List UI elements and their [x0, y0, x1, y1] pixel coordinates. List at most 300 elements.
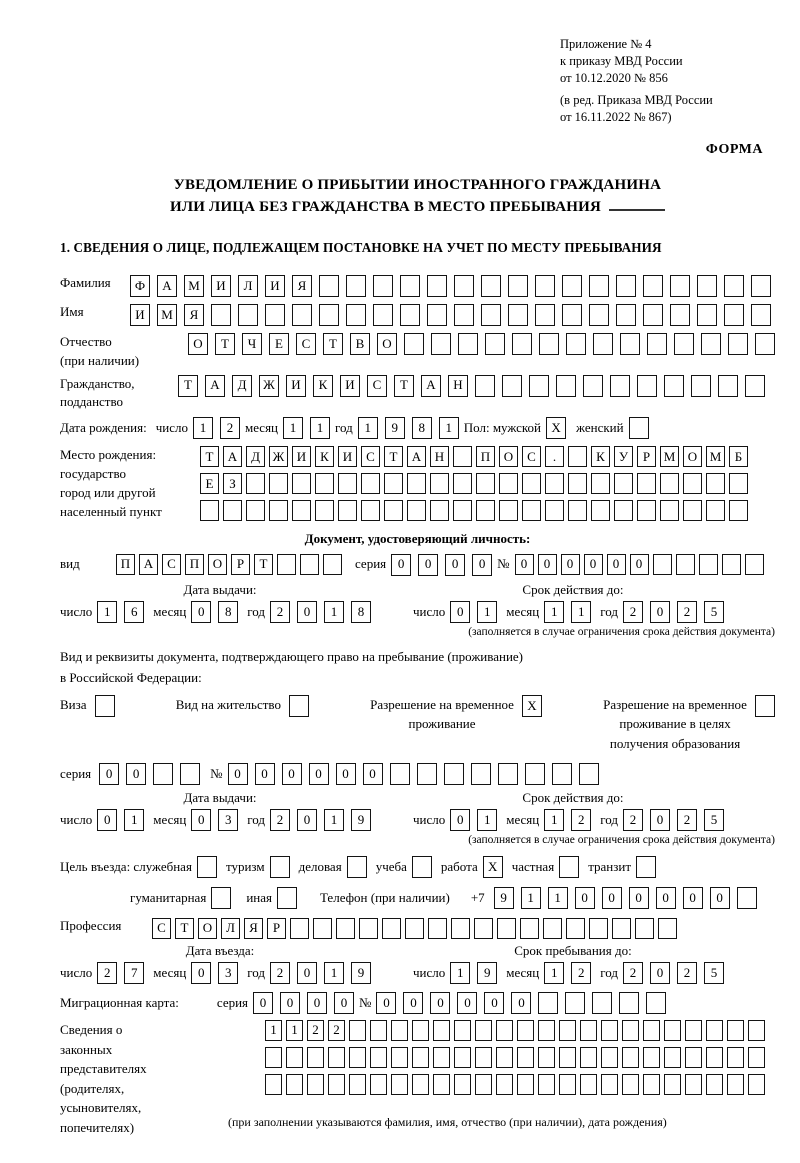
char-box[interactable] [525, 763, 545, 785]
char-box[interactable]: Ж [269, 446, 288, 467]
char-box[interactable]: 0 [575, 887, 595, 909]
char-box[interactable] [517, 1020, 534, 1041]
purpose-official-checkbox[interactable] [197, 856, 217, 878]
char-box[interactable]: И [340, 375, 360, 397]
char-box[interactable]: Т [215, 333, 235, 355]
char-box[interactable]: М [184, 275, 204, 297]
char-box[interactable]: 0 [297, 962, 317, 984]
char-box[interactable]: Д [246, 446, 265, 467]
char-box[interactable]: 2 [270, 809, 290, 831]
residence-permit-checkbox[interactable] [289, 695, 309, 717]
char-box[interactable]: 1 [477, 809, 497, 831]
char-box[interactable] [475, 1020, 492, 1041]
char-box[interactable] [246, 473, 265, 494]
char-box[interactable] [315, 473, 334, 494]
char-box[interactable]: Ж [259, 375, 279, 397]
char-box[interactable]: Л [221, 918, 240, 939]
char-box[interactable] [658, 918, 677, 939]
char-box[interactable]: 0 [253, 992, 273, 1014]
char-box[interactable] [568, 473, 587, 494]
char-box[interactable]: 2 [270, 962, 290, 984]
char-box[interactable] [535, 304, 555, 326]
char-box[interactable]: И [211, 275, 231, 297]
char-box[interactable] [601, 1047, 618, 1068]
char-box[interactable]: К [591, 446, 610, 467]
char-box[interactable]: 2 [571, 809, 591, 831]
char-box[interactable]: 0 [255, 763, 275, 785]
char-box[interactable] [529, 375, 549, 397]
char-box[interactable] [338, 473, 357, 494]
char-box[interactable]: 1 [97, 601, 117, 623]
char-box[interactable]: 2 [571, 962, 591, 984]
char-box[interactable]: 9 [385, 417, 405, 439]
char-box[interactable]: 1 [450, 962, 470, 984]
char-box[interactable] [728, 333, 748, 355]
char-box[interactable]: 0 [418, 554, 438, 576]
char-box[interactable]: 2 [270, 601, 290, 623]
char-box[interactable] [562, 304, 582, 326]
char-box[interactable]: Т [323, 333, 343, 355]
char-box[interactable] [543, 918, 562, 939]
char-box[interactable] [622, 1074, 639, 1095]
char-box[interactable]: Н [448, 375, 468, 397]
char-box[interactable]: 0 [297, 809, 317, 831]
char-box[interactable] [520, 918, 539, 939]
char-box[interactable] [265, 1047, 282, 1068]
char-box[interactable]: 9 [351, 809, 371, 831]
char-box[interactable] [592, 992, 612, 1014]
char-box[interactable]: К [313, 375, 333, 397]
char-box[interactable]: С [162, 554, 181, 575]
purpose-business-checkbox[interactable] [347, 856, 367, 878]
char-box[interactable] [699, 554, 718, 575]
char-box[interactable] [361, 473, 380, 494]
char-box[interactable]: А [157, 275, 177, 297]
char-box[interactable] [373, 275, 393, 297]
char-box[interactable]: А [139, 554, 158, 575]
char-box[interactable] [453, 500, 472, 521]
char-box[interactable]: Т [175, 918, 194, 939]
visa-checkbox[interactable] [95, 695, 115, 717]
char-box[interactable] [390, 763, 410, 785]
char-box[interactable] [400, 304, 420, 326]
char-box[interactable] [565, 992, 585, 1014]
char-box[interactable] [751, 304, 771, 326]
char-box[interactable] [359, 918, 378, 939]
char-box[interactable] [559, 1074, 576, 1095]
char-box[interactable]: 0 [191, 809, 211, 831]
char-box[interactable] [670, 275, 690, 297]
char-box[interactable] [384, 473, 403, 494]
char-box[interactable] [559, 1047, 576, 1068]
char-box[interactable]: О [208, 554, 227, 575]
char-box[interactable]: 0 [538, 554, 557, 575]
char-box[interactable] [471, 763, 491, 785]
char-box[interactable]: 0 [630, 554, 649, 575]
char-box[interactable]: 0 [336, 763, 356, 785]
char-box[interactable] [412, 1074, 429, 1095]
char-box[interactable]: 0 [683, 887, 703, 909]
purpose-humanitarian-checkbox[interactable] [211, 887, 231, 909]
char-box[interactable] [412, 1020, 429, 1041]
char-box[interactable] [412, 1047, 429, 1068]
purpose-transit-checkbox[interactable] [636, 856, 656, 878]
char-box[interactable] [328, 1047, 345, 1068]
char-box[interactable]: 0 [450, 601, 470, 623]
char-box[interactable]: 8 [412, 417, 432, 439]
char-box[interactable] [552, 763, 572, 785]
char-box[interactable]: 0 [584, 554, 603, 575]
char-box[interactable] [622, 1047, 639, 1068]
char-box[interactable] [349, 1074, 366, 1095]
char-box[interactable]: 1 [544, 601, 564, 623]
char-box[interactable]: 2 [677, 601, 697, 623]
char-box[interactable] [407, 473, 426, 494]
char-box[interactable] [323, 554, 342, 575]
char-box[interactable]: 0 [710, 887, 730, 909]
char-box[interactable] [265, 304, 285, 326]
char-box[interactable] [729, 473, 748, 494]
char-box[interactable] [474, 918, 493, 939]
char-box[interactable] [545, 500, 564, 521]
char-box[interactable] [755, 333, 775, 355]
char-box[interactable]: С [296, 333, 316, 355]
char-box[interactable] [453, 446, 472, 467]
char-box[interactable] [269, 473, 288, 494]
char-box[interactable] [697, 275, 717, 297]
char-box[interactable] [522, 473, 541, 494]
char-box[interactable]: 0 [309, 763, 329, 785]
char-box[interactable] [349, 1020, 366, 1041]
char-box[interactable]: Ч [242, 333, 262, 355]
char-box[interactable] [211, 304, 231, 326]
char-box[interactable] [458, 333, 478, 355]
char-box[interactable] [653, 554, 672, 575]
char-box[interactable] [246, 500, 265, 521]
char-box[interactable] [589, 304, 609, 326]
char-box[interactable]: Е [200, 473, 219, 494]
char-box[interactable]: М [157, 304, 177, 326]
char-box[interactable]: 0 [602, 887, 622, 909]
char-box[interactable] [475, 1047, 492, 1068]
char-box[interactable] [706, 500, 725, 521]
char-box[interactable]: Т [178, 375, 198, 397]
char-box[interactable] [612, 918, 631, 939]
char-box[interactable] [391, 1020, 408, 1041]
char-box[interactable] [286, 1074, 303, 1095]
char-box[interactable] [476, 500, 495, 521]
char-box[interactable]: К [315, 446, 334, 467]
char-box[interactable] [370, 1047, 387, 1068]
char-box[interactable]: Я [292, 275, 312, 297]
char-box[interactable]: 5 [704, 962, 724, 984]
char-box[interactable] [496, 1074, 513, 1095]
char-box[interactable] [664, 1074, 681, 1095]
char-box[interactable] [685, 1074, 702, 1095]
char-box[interactable]: И [338, 446, 357, 467]
char-box[interactable] [538, 1074, 555, 1095]
char-box[interactable]: 1 [324, 601, 344, 623]
char-box[interactable]: 1 [286, 1020, 303, 1041]
char-box[interactable]: С [361, 446, 380, 467]
char-box[interactable]: И [292, 446, 311, 467]
char-box[interactable] [315, 500, 334, 521]
char-box[interactable] [729, 500, 748, 521]
char-box[interactable] [427, 275, 447, 297]
char-box[interactable]: Д [232, 375, 252, 397]
char-box[interactable] [180, 763, 200, 785]
char-box[interactable] [391, 1074, 408, 1095]
char-box[interactable]: О [377, 333, 397, 355]
char-box[interactable]: М [660, 446, 679, 467]
char-box[interactable] [481, 275, 501, 297]
char-box[interactable] [556, 375, 576, 397]
char-box[interactable] [508, 304, 528, 326]
char-box[interactable] [727, 1047, 744, 1068]
char-box[interactable]: Т [200, 446, 219, 467]
char-box[interactable]: 2 [677, 809, 697, 831]
char-box[interactable] [496, 1047, 513, 1068]
char-box[interactable] [614, 500, 633, 521]
char-box[interactable] [497, 918, 516, 939]
char-box[interactable] [660, 500, 679, 521]
char-box[interactable]: Р [637, 446, 656, 467]
char-box[interactable]: А [223, 446, 242, 467]
char-box[interactable] [646, 992, 666, 1014]
char-box[interactable] [701, 333, 721, 355]
char-box[interactable]: 0 [228, 763, 248, 785]
char-box[interactable] [745, 375, 765, 397]
char-box[interactable] [454, 1020, 471, 1041]
char-box[interactable] [417, 763, 437, 785]
char-box[interactable] [373, 304, 393, 326]
char-box[interactable]: 6 [124, 601, 144, 623]
char-box[interactable] [620, 333, 640, 355]
char-box[interactable] [346, 275, 366, 297]
char-box[interactable]: 1 [310, 417, 330, 439]
char-box[interactable]: 0 [650, 962, 670, 984]
char-box[interactable] [635, 918, 654, 939]
char-box[interactable]: С [522, 446, 541, 467]
char-box[interactable] [338, 500, 357, 521]
char-box[interactable] [485, 333, 505, 355]
char-box[interactable] [664, 1020, 681, 1041]
char-box[interactable] [619, 992, 639, 1014]
char-box[interactable] [643, 1074, 660, 1095]
char-box[interactable]: А [205, 375, 225, 397]
char-box[interactable] [643, 275, 663, 297]
char-box[interactable]: 0 [561, 554, 580, 575]
char-box[interactable]: 0 [363, 763, 383, 785]
char-box[interactable] [499, 500, 518, 521]
temp-residence-checkbox[interactable]: X [522, 695, 542, 717]
char-box[interactable]: 0 [656, 887, 676, 909]
char-box[interactable]: П [116, 554, 135, 575]
char-box[interactable] [370, 1020, 387, 1041]
char-box[interactable]: 1 [571, 601, 591, 623]
char-box[interactable]: 3 [218, 962, 238, 984]
char-box[interactable] [454, 1047, 471, 1068]
char-box[interactable] [643, 1020, 660, 1041]
char-box[interactable] [622, 1020, 639, 1041]
char-box[interactable]: Я [184, 304, 204, 326]
purpose-private-checkbox[interactable] [559, 856, 579, 878]
char-box[interactable]: 8 [351, 601, 371, 623]
char-box[interactable]: П [185, 554, 204, 575]
char-box[interactable] [593, 333, 613, 355]
char-box[interactable]: 2 [623, 809, 643, 831]
char-box[interactable]: З [223, 473, 242, 494]
char-box[interactable] [589, 918, 608, 939]
char-box[interactable] [643, 304, 663, 326]
char-box[interactable] [481, 304, 501, 326]
char-box[interactable] [517, 1074, 534, 1095]
char-box[interactable]: Р [231, 554, 250, 575]
char-box[interactable]: П [476, 446, 495, 467]
char-box[interactable] [433, 1074, 450, 1095]
char-box[interactable]: 0 [280, 992, 300, 1014]
char-box[interactable] [292, 473, 311, 494]
char-box[interactable] [538, 1047, 555, 1068]
char-box[interactable]: Б [729, 446, 748, 467]
char-box[interactable]: 1 [265, 1020, 282, 1041]
char-box[interactable] [737, 887, 757, 909]
char-box[interactable] [453, 473, 472, 494]
char-box[interactable]: Е [269, 333, 289, 355]
char-box[interactable] [674, 333, 694, 355]
char-box[interactable]: 1 [324, 809, 344, 831]
char-box[interactable]: 1 [439, 417, 459, 439]
char-box[interactable] [751, 275, 771, 297]
char-box[interactable] [476, 473, 495, 494]
char-box[interactable] [405, 918, 424, 939]
char-box[interactable] [683, 473, 702, 494]
char-box[interactable] [319, 275, 339, 297]
char-box[interactable] [370, 1074, 387, 1095]
char-box[interactable] [430, 473, 449, 494]
char-box[interactable] [265, 1074, 282, 1095]
char-box[interactable]: А [407, 446, 426, 467]
char-box[interactable]: 0 [282, 763, 302, 785]
char-box[interactable]: 9 [494, 887, 514, 909]
char-box[interactable]: 2 [623, 962, 643, 984]
char-box[interactable] [724, 275, 744, 297]
purpose-tourism-checkbox[interactable] [270, 856, 290, 878]
char-box[interactable] [722, 554, 741, 575]
char-box[interactable] [200, 500, 219, 521]
char-box[interactable]: 0 [376, 992, 396, 1014]
char-box[interactable] [616, 304, 636, 326]
char-box[interactable] [718, 375, 738, 397]
char-box[interactable] [727, 1074, 744, 1095]
char-box[interactable] [502, 375, 522, 397]
char-box[interactable] [670, 304, 690, 326]
char-box[interactable]: 0 [191, 962, 211, 984]
char-box[interactable]: 1 [548, 887, 568, 909]
char-box[interactable]: 2 [623, 601, 643, 623]
char-box[interactable] [568, 446, 587, 467]
char-box[interactable] [683, 500, 702, 521]
char-box[interactable]: 0 [391, 554, 411, 576]
purpose-other-checkbox[interactable] [277, 887, 297, 909]
char-box[interactable] [384, 500, 403, 521]
char-box[interactable] [382, 918, 401, 939]
char-box[interactable] [676, 554, 695, 575]
char-box[interactable] [451, 918, 470, 939]
char-box[interactable]: . [545, 446, 564, 467]
char-box[interactable] [583, 375, 603, 397]
char-box[interactable] [454, 275, 474, 297]
char-box[interactable]: 1 [283, 417, 303, 439]
char-box[interactable] [508, 275, 528, 297]
char-box[interactable]: 2 [97, 962, 117, 984]
char-box[interactable] [223, 500, 242, 521]
char-box[interactable]: 0 [650, 809, 670, 831]
char-box[interactable] [238, 304, 258, 326]
char-box[interactable]: 9 [351, 962, 371, 984]
char-box[interactable]: 1 [358, 417, 378, 439]
char-box[interactable]: 0 [457, 992, 477, 1014]
char-box[interactable] [591, 500, 610, 521]
char-box[interactable] [589, 275, 609, 297]
char-box[interactable]: 1 [544, 809, 564, 831]
char-box[interactable] [664, 375, 684, 397]
char-box[interactable] [328, 1074, 345, 1095]
char-box[interactable]: 0 [511, 992, 531, 1014]
char-box[interactable] [391, 1047, 408, 1068]
char-box[interactable] [269, 500, 288, 521]
char-box[interactable]: 1 [477, 601, 497, 623]
char-box[interactable] [428, 918, 447, 939]
char-box[interactable]: 0 [334, 992, 354, 1014]
purpose-work-checkbox[interactable]: X [483, 856, 503, 878]
char-box[interactable] [660, 473, 679, 494]
char-box[interactable]: Ф [130, 275, 150, 297]
edu-residence-checkbox[interactable] [755, 695, 775, 717]
char-box[interactable] [433, 1047, 450, 1068]
char-box[interactable] [706, 1074, 723, 1095]
char-box[interactable] [706, 1020, 723, 1041]
char-box[interactable] [545, 473, 564, 494]
char-box[interactable] [616, 275, 636, 297]
char-box[interactable]: О [198, 918, 217, 939]
char-box[interactable]: 0 [403, 992, 423, 1014]
char-box[interactable] [691, 375, 711, 397]
char-box[interactable]: И [265, 275, 285, 297]
char-box[interactable] [566, 918, 585, 939]
char-box[interactable] [307, 1047, 324, 1068]
char-box[interactable] [579, 763, 599, 785]
char-box[interactable] [300, 554, 319, 575]
char-box[interactable] [427, 304, 447, 326]
char-box[interactable] [433, 1020, 450, 1041]
char-box[interactable]: 1 [324, 962, 344, 984]
char-box[interactable]: Т [394, 375, 414, 397]
char-box[interactable] [454, 304, 474, 326]
char-box[interactable] [431, 333, 451, 355]
char-box[interactable] [292, 500, 311, 521]
char-box[interactable]: С [152, 918, 171, 939]
char-box[interactable] [566, 333, 586, 355]
char-box[interactable]: Н [430, 446, 449, 467]
char-box[interactable] [568, 500, 587, 521]
char-box[interactable]: 0 [484, 992, 504, 1014]
char-box[interactable]: 0 [472, 554, 492, 576]
char-box[interactable] [562, 275, 582, 297]
char-box[interactable] [498, 763, 518, 785]
char-box[interactable] [522, 500, 541, 521]
char-box[interactable]: Я [244, 918, 263, 939]
